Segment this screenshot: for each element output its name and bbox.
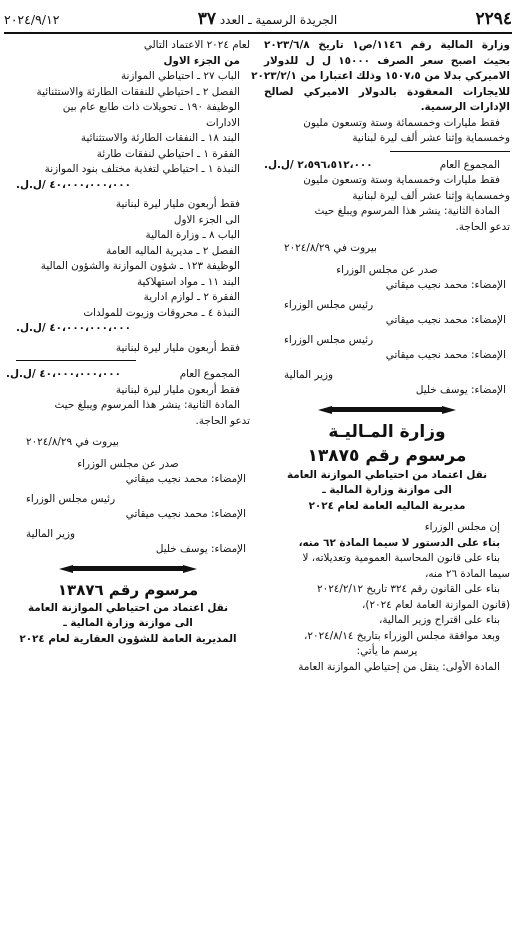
allocation-line: الى الجزء الاول: [173, 213, 240, 226]
decree-subject: نقل اعتماد من احتياطي الموازنة العامة: [27, 601, 228, 614]
divider-rule: [390, 151, 510, 152]
allocation-line: الفقرة ١ ـ احتياطي لنفقات طارئة: [96, 147, 240, 160]
left-column: [6, 38, 250, 647]
preamble-line: يرسم ما يأتي:: [356, 645, 418, 657]
amount-value: ٤٠،٠٠٠،٠٠٠،٠٠٠ /ل.ل.: [16, 322, 131, 334]
decree-title: مرسوم رقم ١٣٨٧٥: [307, 445, 467, 466]
place-date: بيروت في ٢٠٢٤/٨/٢٩: [284, 242, 377, 254]
place-date: بيروت في ٢٠٢٤/٨/٢٩: [26, 436, 119, 448]
allocation-line: الوظيفة ١٢٣ ـ شؤون الموازنة والشؤون المالية: [40, 260, 240, 272]
allocation-line: الفقرة ٢ ـ لوازم ادارية: [143, 291, 240, 303]
decree-subject: الى موازنة وزارة المالية ـ: [322, 484, 452, 496]
signature-line: الإمضاء: يوسف خليل: [155, 543, 246, 555]
amount-words: وخمسماية وإثنا عشر ألف ليرة لبنانية: [352, 132, 510, 144]
signature-line: الإمضاء: محمد نجيب ميقاتي: [385, 349, 506, 361]
signature-line: صدر عن مجلس الوزراء: [77, 457, 179, 470]
issue-number: ٣٧: [197, 9, 216, 29]
section-divider: [332, 407, 442, 412]
divider-rule: [16, 360, 136, 361]
ministry-title: وزارة المـاليـة: [328, 421, 446, 442]
signature-line: وزير المالية: [26, 527, 76, 540]
allocation-line: النبذة ٤ ـ محروقات وزيوت للمولدات: [83, 306, 240, 319]
preamble-line: بناء على الدستور لا سيما المادة ٦٢ منه،: [298, 536, 500, 549]
preamble-line: بناء على قانون المحاسبة العمومية وتعديلاته، لا: [302, 552, 500, 564]
total-row: [6, 367, 250, 383]
from-part: من الجزء الاول: [163, 54, 240, 67]
total-value: ٤٠،٠٠٠،٠٠٠،٠٠٠ /ل.ل.: [6, 368, 121, 380]
preamble-line: (قانون الموازنة العامة لعام ٢٠٢٤)،: [362, 598, 510, 611]
intro-line: للايجارات المعقودة بالدولار الاميركي لصالح: [264, 85, 510, 98]
page-number: ٢٢٩٤: [475, 9, 512, 29]
issue-date: ٢٠٢٤/٩/١٢: [4, 11, 60, 27]
signature-line: وزير المالية: [284, 368, 334, 381]
signature-line: الإمضاء: محمد نجيب ميقاتي: [385, 314, 506, 326]
amount-words: فقط أربعون مليار ليرة لبنانية: [115, 383, 240, 396]
allocation-line: الباب ٨ ـ وزارة المالية: [145, 229, 240, 241]
amount-value: ٤٠،٠٠٠،٠٠٠،٠٠٠ /ل.ل.: [16, 178, 131, 191]
article-two: تدعو الحاجة.: [455, 220, 510, 233]
signature-line: الإمضاء: محمد نجيب ميقاتي: [125, 473, 246, 485]
intro-line: الإدارات الرسمية.: [420, 101, 510, 113]
allocation-line: الادارات: [205, 116, 240, 129]
signature-line: رئيس مجلس الوزراء: [284, 298, 374, 311]
decree-subject: نقل اعتماد من احتياطي الموازنة العامة: [286, 468, 487, 481]
budget-year-line: لعام ٢٠٢٤ الاعتماد التالي: [143, 39, 250, 51]
total-label: المجموع العام: [439, 158, 500, 171]
allocation-line: النبذة ١ ـ احتياطي لتغذية مختلف بنود الموازنة: [44, 163, 240, 175]
intro-line: بحيث اصبح سعر الصرف ١٥٠٠٠ ل ل للدولار: [264, 54, 510, 67]
decree-title: مرسوم رقم ١٣٨٧٦: [57, 580, 199, 599]
section-divider: [73, 566, 183, 571]
allocation-line: الفصل ٢ ـ احتياطي للنفقات الطارئة والاستثنائية: [36, 85, 240, 98]
signature-line: رئيس مجلس الوزراء: [284, 333, 374, 346]
allocation-line: البند ١١ ـ مواد استهلاكية: [136, 275, 240, 288]
publication-title: [198, 9, 337, 29]
decree-subject: مديرية الماليه العامة لعام ٢٠٢٤: [308, 499, 466, 512]
decree-subject: المديرية العامة للشؤون العقارية لعام ٢٠٢٤: [19, 632, 237, 645]
intro-line: وزارة المالية رقم ١١٤٦/ص١ تاريخ ٢٠٢٣/٦/٨: [264, 39, 510, 51]
article-two: المادة الثانية: ينشر هذا المرسوم ويبلغ حيث: [314, 205, 500, 217]
allocation-line: الوظيفة ١٩٠ ـ تحويلات ذات طابع عام بين: [62, 101, 240, 113]
publication-name: الجريدة الرسمية ـ العدد: [219, 13, 338, 27]
total-row: [264, 158, 510, 174]
preamble-line: إن مجلس الوزراء: [424, 521, 500, 533]
amount-words: فقط أربعون مليار ليرة لبنانية: [115, 198, 240, 210]
signature-line: الإمضاء: يوسف خليل: [415, 384, 506, 396]
signature-line: الإمضاء: محمد نجيب ميقاتي: [385, 279, 506, 291]
signature-line: رئيس مجلس الوزراء: [26, 492, 116, 505]
intro-line: الاميركي بدلا من ١٥٠٧،٥ وذلك اعتبارا من ٢٠٢٣/٢/١: [251, 70, 510, 82]
amount-words: وخمسماية وإثنا عشر ألف ليرة لبنانية: [352, 189, 510, 202]
amount-words: فقط مليارات وخمسماية وستة وتسعون مليون: [303, 174, 500, 186]
article-two: تدعو الحاجة.: [195, 414, 250, 427]
allocation-line: الفصل ٢ ـ مديرية الماليه العامة: [106, 244, 240, 257]
signature-line: الإمضاء: محمد نجيب ميقاتي: [125, 508, 246, 520]
signature-line: صدر عن مجلس الوزراء: [336, 263, 438, 276]
total-label: المجموع العام: [179, 368, 240, 380]
preamble-line: بناء على القانون رقم ٣٢٤ تاريخ ٢٠٢٤/٢/١٢: [317, 583, 500, 595]
preamble-line: سيما المادة ٢٦ منه،: [424, 567, 510, 580]
preamble-line: بناء على اقتراح وزير المالية،: [378, 614, 500, 626]
amount-words: فقط مليارات وخمسمائة وستة وتسعون مليون: [303, 116, 500, 129]
decree-subject: الى موازنة وزارة المالية ـ: [63, 617, 193, 629]
allocation-line: الباب ٢٧ ـ احتياطي الموازنة: [120, 70, 240, 82]
right-column: [251, 38, 510, 675]
total-value: ٢،٥٩٦،٥١٢،٠٠٠ /ل.ل.: [264, 158, 373, 171]
amount-words: فقط أربعون مليار ليرة لبنانية: [115, 341, 240, 354]
allocation-line: البند ١٨ ـ النفقات الطارئة والاستثنائية: [80, 132, 240, 144]
preamble-line: وبعد موافقة مجلس الوزراء بتاريخ ٢٠٢٤/٨/١٤،: [304, 629, 500, 642]
page-header: [4, 6, 512, 34]
article-one: المادة الأولى: ينقل من إحتياطي الموازنة العامة: [298, 660, 500, 673]
article-two: المادة الثانية: ينشر هذا المرسوم ويبلغ حيث: [54, 399, 240, 411]
